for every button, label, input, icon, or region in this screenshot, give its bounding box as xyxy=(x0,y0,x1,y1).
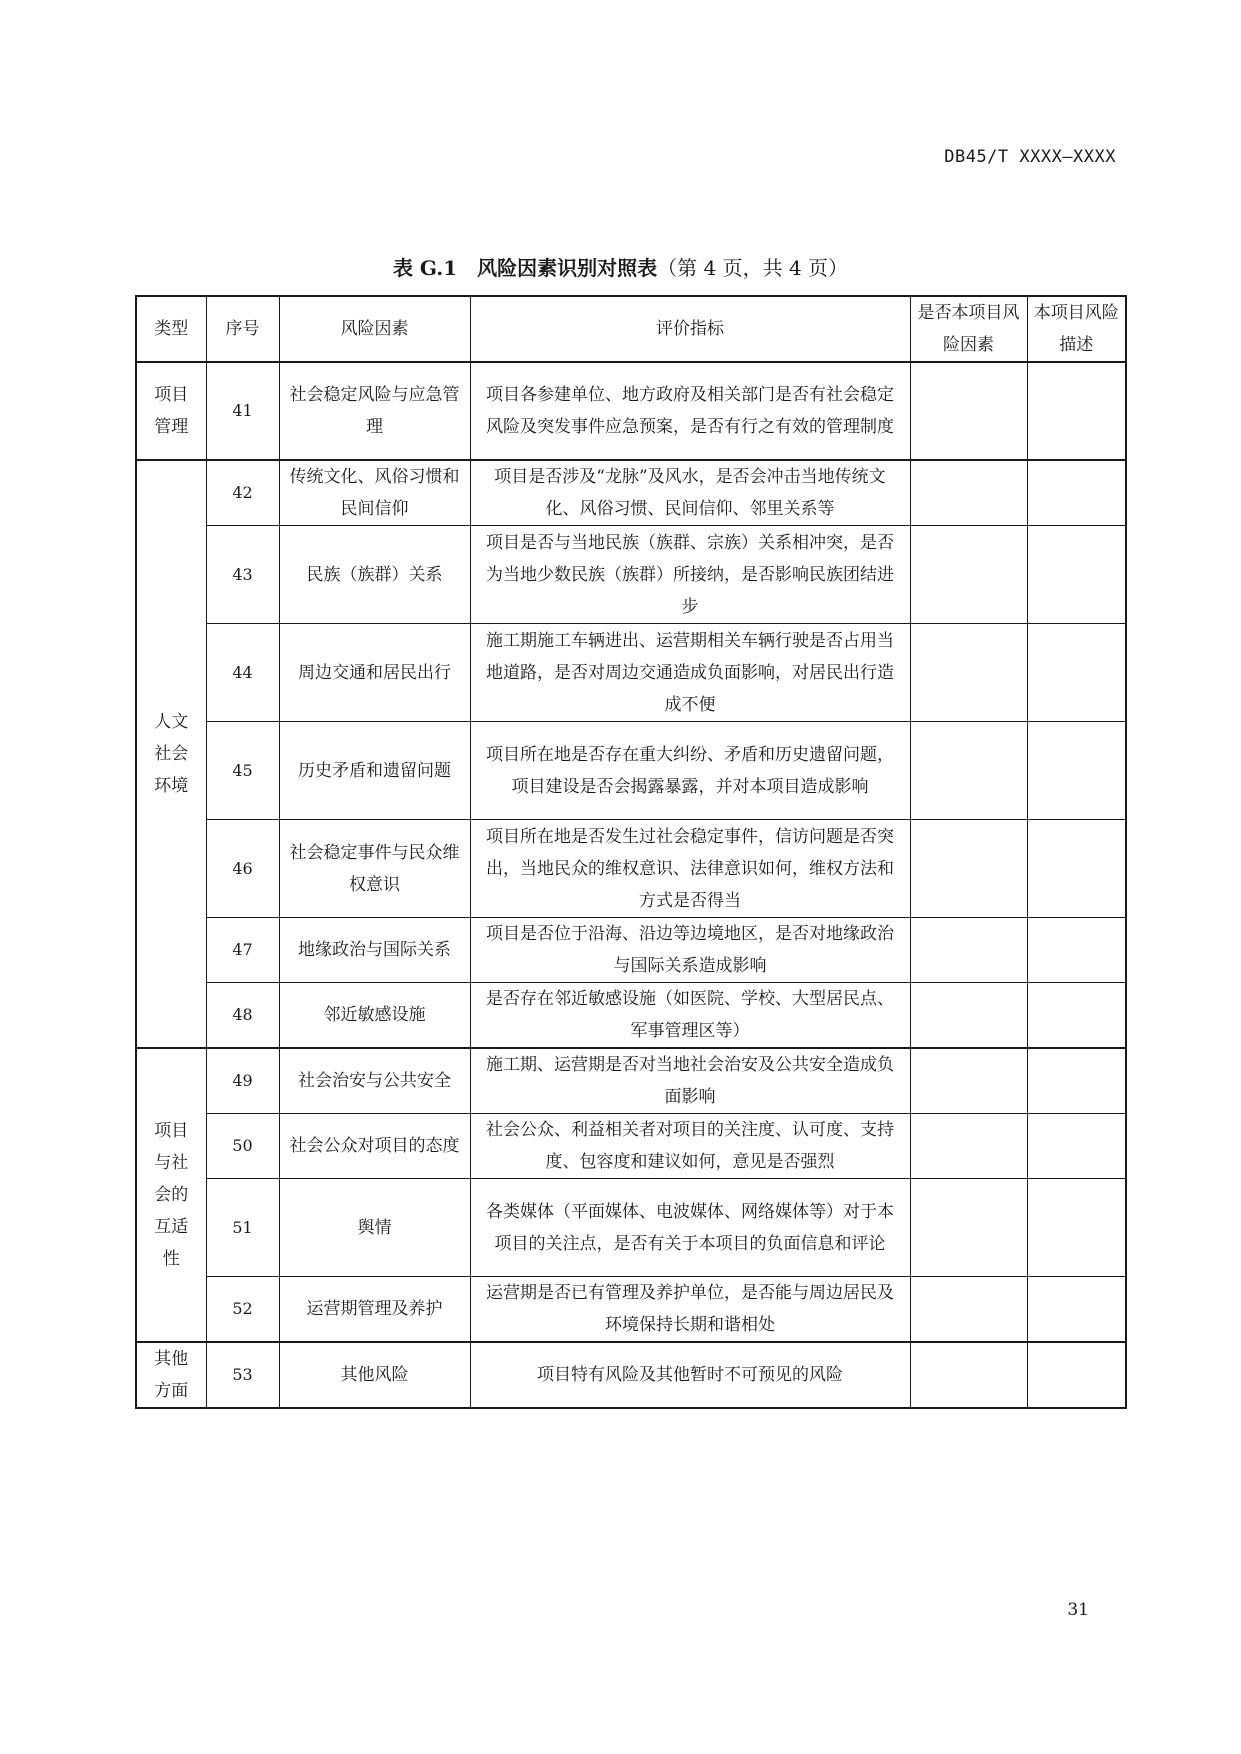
evaluation-indicator: 项目是否涉及“龙脉”及风水，是否会冲击当地传统文化、风俗习惯、民间信仰、邻里关系等 xyxy=(470,460,910,526)
evaluation-indicator: 施工期、运营期是否对当地社会治安及公共安全造成负面影响 xyxy=(470,1048,910,1114)
description-cell[interactable] xyxy=(1027,1277,1126,1343)
header-indicator: 评价指标 xyxy=(470,296,910,362)
table-row xyxy=(136,983,1126,1049)
row-number: 52 xyxy=(206,1277,279,1343)
description-cell[interactable] xyxy=(1027,722,1126,820)
risk-factor: 历史矛盾和遗留问题 xyxy=(279,722,470,820)
row-number: 46 xyxy=(206,820,279,918)
risk-factor: 社会稳定事件与民众维权意识 xyxy=(279,820,470,918)
category-cell: 项目管理 xyxy=(136,362,206,460)
risk-factor: 地缘政治与国际关系 xyxy=(279,918,470,983)
table-row xyxy=(136,1179,1126,1277)
description-cell[interactable] xyxy=(1027,624,1126,722)
is-factor-cell[interactable] xyxy=(910,1277,1027,1343)
evaluation-indicator: 是否存在邻近敏感设施（如医院、学校、大型居民点、军事管理区等） xyxy=(470,983,910,1049)
category-cell: 其他方面 xyxy=(136,1342,206,1408)
table-row xyxy=(136,1277,1126,1343)
row-number: 47 xyxy=(206,918,279,983)
row-number: 45 xyxy=(206,722,279,820)
description-cell[interactable] xyxy=(1027,526,1126,624)
risk-factor: 其他风险 xyxy=(279,1342,470,1408)
risk-factor: 社会治安与公共安全 xyxy=(279,1048,470,1114)
row-number: 50 xyxy=(206,1114,279,1179)
evaluation-indicator: 项目特有风险及其他暂时不可预见的风险 xyxy=(470,1342,910,1408)
description-cell[interactable] xyxy=(1027,820,1126,918)
row-number: 42 xyxy=(206,460,279,526)
document-code: DB45/T XXXX—XXXX xyxy=(944,147,1116,167)
risk-factor: 民族（族群）关系 xyxy=(279,526,470,624)
page-number: 31 xyxy=(1067,1600,1089,1620)
evaluation-indicator: 项目所在地是否发生过社会稳定事件，信访问题是否突出，当地民众的维权意识、法律意识如何，维权方法和方式是否得当 xyxy=(470,820,910,918)
risk-factor: 传统文化、风俗习惯和民间信仰 xyxy=(279,460,470,526)
is-factor-cell[interactable] xyxy=(910,362,1027,460)
header-factor: 风险因素 xyxy=(279,296,470,362)
is-factor-cell[interactable] xyxy=(910,460,1027,526)
evaluation-indicator: 项目是否与当地民族（族群、宗族）关系相冲突，是否为当地少数民族（族群）所接纳，是否影响民族团结进步 xyxy=(470,526,910,624)
row-number: 51 xyxy=(206,1179,279,1277)
row-number: 43 xyxy=(206,526,279,624)
category-cell: 人文社会环境 xyxy=(136,460,206,1048)
is-factor-cell[interactable] xyxy=(910,526,1027,624)
header-is-factor: 是否本项目风险因素 xyxy=(910,296,1027,362)
table-row xyxy=(136,460,1126,526)
is-factor-cell[interactable] xyxy=(910,1048,1027,1114)
row-number: 41 xyxy=(206,362,279,460)
is-factor-cell[interactable] xyxy=(910,1342,1027,1408)
table-row xyxy=(136,918,1126,983)
evaluation-indicator: 社会公众、利益相关者对项目的关注度、认可度、支持度、包容度和建议如何，意见是否强烈 xyxy=(470,1114,910,1179)
description-cell[interactable] xyxy=(1027,1342,1126,1408)
table-row xyxy=(136,722,1126,820)
risk-factor: 运营期管理及养护 xyxy=(279,1277,470,1343)
table-row xyxy=(136,1048,1126,1114)
description-cell[interactable] xyxy=(1027,1114,1126,1179)
description-cell[interactable] xyxy=(1027,1048,1126,1114)
table-row xyxy=(136,1114,1126,1179)
table-title-page-info: （第 4 页，共 4 页） xyxy=(657,256,849,280)
table-title-main: 表 G.1 风险因素识别对照表 xyxy=(392,256,658,280)
table-header-row xyxy=(136,296,1126,362)
evaluation-indicator: 各类媒体（平面媒体、电波媒体、网络媒体等）对于本项目的关注点，是否有关于本项目的负面信息和评论 xyxy=(470,1179,910,1277)
is-factor-cell[interactable] xyxy=(910,1179,1027,1277)
header-type: 类型 xyxy=(136,296,206,362)
row-number: 44 xyxy=(206,624,279,722)
is-factor-cell[interactable] xyxy=(910,624,1027,722)
table-row xyxy=(136,362,1126,460)
risk-factor: 社会稳定风险与应急管理 xyxy=(279,362,470,460)
risk-factor: 舆情 xyxy=(279,1179,470,1277)
description-cell[interactable] xyxy=(1027,460,1126,526)
table-row xyxy=(136,1342,1126,1408)
evaluation-indicator: 运营期是否已有管理及养护单位，是否能与周边居民及环境保持长期和谐相处 xyxy=(470,1277,910,1343)
description-cell[interactable] xyxy=(1027,362,1126,460)
risk-factor: 周边交通和居民出行 xyxy=(279,624,470,722)
header-no: 序号 xyxy=(206,296,279,362)
is-factor-cell[interactable] xyxy=(910,983,1027,1049)
header-description: 本项目风险描述 xyxy=(1027,296,1126,362)
evaluation-indicator: 项目各参建单位、地方政府及相关部门是否有社会稳定风险及突发事件应急预案，是否有行之有效的管理制度 xyxy=(470,362,910,460)
row-number: 49 xyxy=(206,1048,279,1114)
description-cell[interactable] xyxy=(1027,983,1126,1049)
is-factor-cell[interactable] xyxy=(910,1114,1027,1179)
table-title xyxy=(0,252,1241,281)
risk-factor-table xyxy=(135,295,1127,1409)
is-factor-cell[interactable] xyxy=(910,820,1027,918)
row-number: 53 xyxy=(206,1342,279,1408)
risk-factor: 社会公众对项目的态度 xyxy=(279,1114,470,1179)
description-cell[interactable] xyxy=(1027,918,1126,983)
table-row xyxy=(136,526,1126,624)
evaluation-indicator: 项目所在地是否存在重大纠纷、矛盾和历史遗留问题，项目建设是否会揭露暴露，并对本项目造成影响 xyxy=(470,722,910,820)
is-factor-cell[interactable] xyxy=(910,722,1027,820)
table-row xyxy=(136,624,1126,722)
evaluation-indicator: 项目是否位于沿海、沿边等边境地区，是否对地缘政治与国际关系造成影响 xyxy=(470,918,910,983)
category-cell: 项目与社会的互适性 xyxy=(136,1048,206,1342)
row-number: 48 xyxy=(206,983,279,1049)
evaluation-indicator: 施工期施工车辆进出、运营期相关车辆行驶是否占用当地道路，是否对周边交通造成负面影响，对居民出行造成不便 xyxy=(470,624,910,722)
is-factor-cell[interactable] xyxy=(910,918,1027,983)
table-row xyxy=(136,820,1126,918)
risk-factor: 邻近敏感设施 xyxy=(279,983,470,1049)
description-cell[interactable] xyxy=(1027,1179,1126,1277)
